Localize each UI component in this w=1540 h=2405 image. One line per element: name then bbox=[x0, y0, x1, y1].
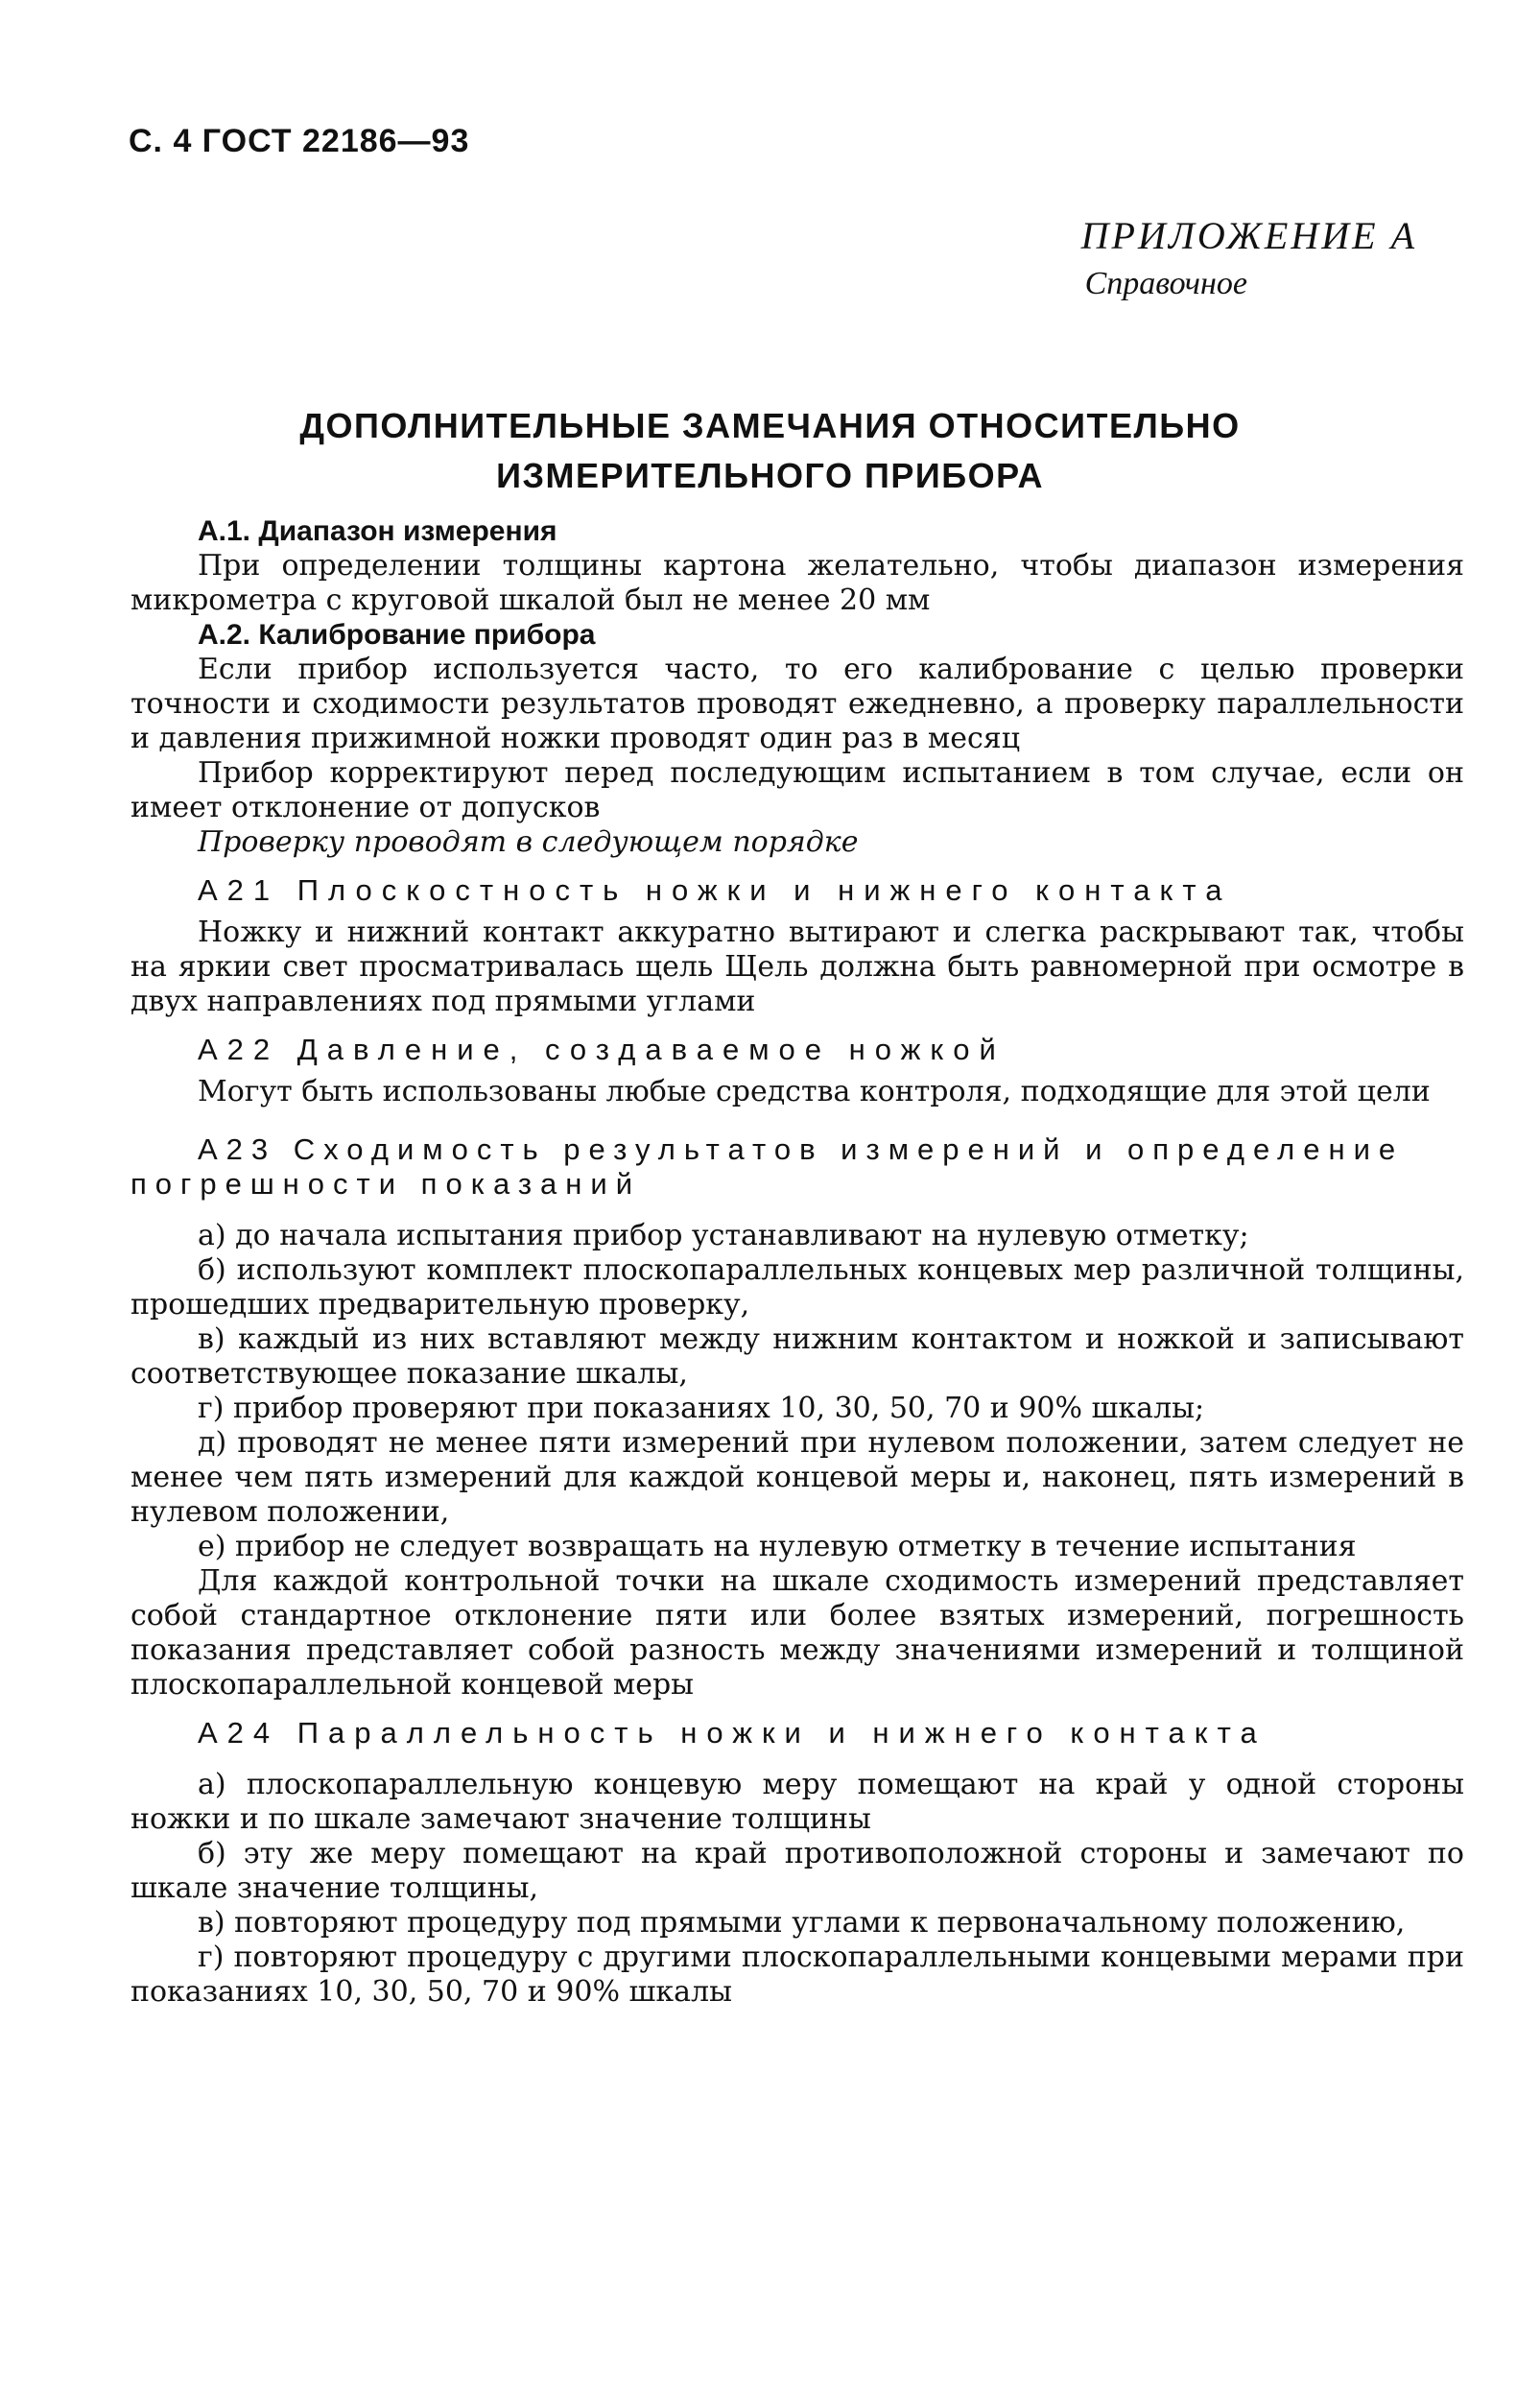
running-head: С. 4 ГОСТ 22186—93 bbox=[129, 123, 470, 159]
appendix-label-block bbox=[1081, 213, 1417, 302]
document-title bbox=[0, 401, 1540, 501]
section-a24-item-g: г) повторяют процедуру с другими плоскопараллельными концевыми мерами при показаниях 10, 30, 50, 70 и 90% шкалы bbox=[130, 1941, 1464, 2009]
spacer bbox=[198, 1758, 1464, 1768]
section-a21-text: Ножку и нижний контакт аккуратно вытирают и слегка раскрывают так, чтобы на яркии свет просматривалась щель Щель должна быть равномерной при осмотре в двух направлениях под прямыми углами bbox=[130, 916, 1464, 1018]
section-a23-item-b: б) используют комплект плоскопараллельных концевых мер различной толщины, прошедших предварительную проверку, bbox=[130, 1253, 1464, 1322]
title-line-1: ДОПОЛНИТЕЛЬНЫЕ ЗАМЕЧАНИЯ ОТНОСИТЕЛЬНО bbox=[299, 406, 1241, 445]
section-a24-item-v: в) повторяют процедуру под прямыми углами к первоначальному положению, bbox=[198, 1906, 1406, 1940]
section-a23-item-d: д) проводят не менее пяти измерений при нулевом положении, затем следует не менее чем пять измерений для каждой концевой меры и, наконец, пять измерений в нулевом положении, bbox=[130, 1426, 1464, 1529]
section-a23-heading: А23 Сходимость результатов измерений и определение погрешности показаний bbox=[130, 1132, 1405, 1201]
section-a2-paragraph-1: Если прибор используется часто, то его калибрование с целью проверки точности и сходимости результатов проводят ежедневно, а проверку параллельности и давления прижимной ножки проводят один раз в месяц bbox=[130, 653, 1464, 755]
section-a23-item-v: в) каждый из них вставляют между нижним контактом и ножкой и записывают соответствующее показание шкалы, bbox=[130, 1322, 1464, 1391]
appendix-kind: Справочное bbox=[1084, 266, 1247, 301]
section-a2-paragraph-2: Прибор корректируют перед последующим испытанием в том случае, если он имеет отклонение от допусков bbox=[130, 756, 1464, 824]
section-a24-item-a: а) плоскопараллельную концевую меру помещают на край у одной стороны ножки и по шкале замечают значение толщины bbox=[130, 1768, 1464, 1836]
section-a24-heading: А24 Параллельность ножки и нижнего контакта bbox=[198, 1716, 1267, 1750]
section-a21-heading: А21 Плоскостность ножки и нижнего контакта bbox=[198, 873, 1232, 907]
section-a1-heading: А.1. Диапазон измерения bbox=[198, 515, 557, 547]
section-a23-text: Для каждой контрольной точки на шкале сходимость измерений представляет собой стандартное отклонение пяти или более взятых измерений, погрешность показания представляет собой разность между значениями измерений и толщиной плоскопараллельной концевой меры bbox=[130, 1564, 1464, 1702]
section-a23-item-a: а) до начала испытания прибор устанавливают на нулевую отметку; bbox=[198, 1219, 1249, 1252]
section-a22-heading: А22 Давление, создаваемое ножкой bbox=[198, 1033, 1006, 1066]
section-a24-item-b: б) эту же меру помещают на край противоположной стороны и замечают по шкале значение толщины, bbox=[130, 1837, 1464, 1905]
section-a2-heading: А.2. Калибрование прибора bbox=[198, 619, 596, 651]
section-a22-text: Могут быть использованы любые средства контроля, подходящие для этой цели bbox=[198, 1075, 1431, 1108]
section-a23-item-g: г) прибор проверяют при показаниях 10, 30, 50, 70 и 90% шкалы; bbox=[198, 1392, 1205, 1425]
section-a2-paragraph-3: Проверку проводят в следующем порядке bbox=[198, 825, 859, 859]
section-a23-item-e: е) прибор не следует возвращать на нулевую отметку в течение испытания bbox=[198, 1530, 1357, 1563]
document-body bbox=[130, 514, 1464, 2010]
spacer bbox=[198, 1209, 1464, 1219]
appendix-label: ПРИЛОЖЕНИЕ А bbox=[1080, 214, 1417, 257]
title-line-2: ИЗМЕРИТЕЛЬНОГО ПРИБОРА bbox=[496, 456, 1044, 495]
section-a1-text: При определении толщины картона желательно, чтобы диапазон измерения микрометра с круговой шкалой был не менее 20 мм bbox=[130, 549, 1464, 617]
spacer bbox=[198, 1109, 1464, 1119]
